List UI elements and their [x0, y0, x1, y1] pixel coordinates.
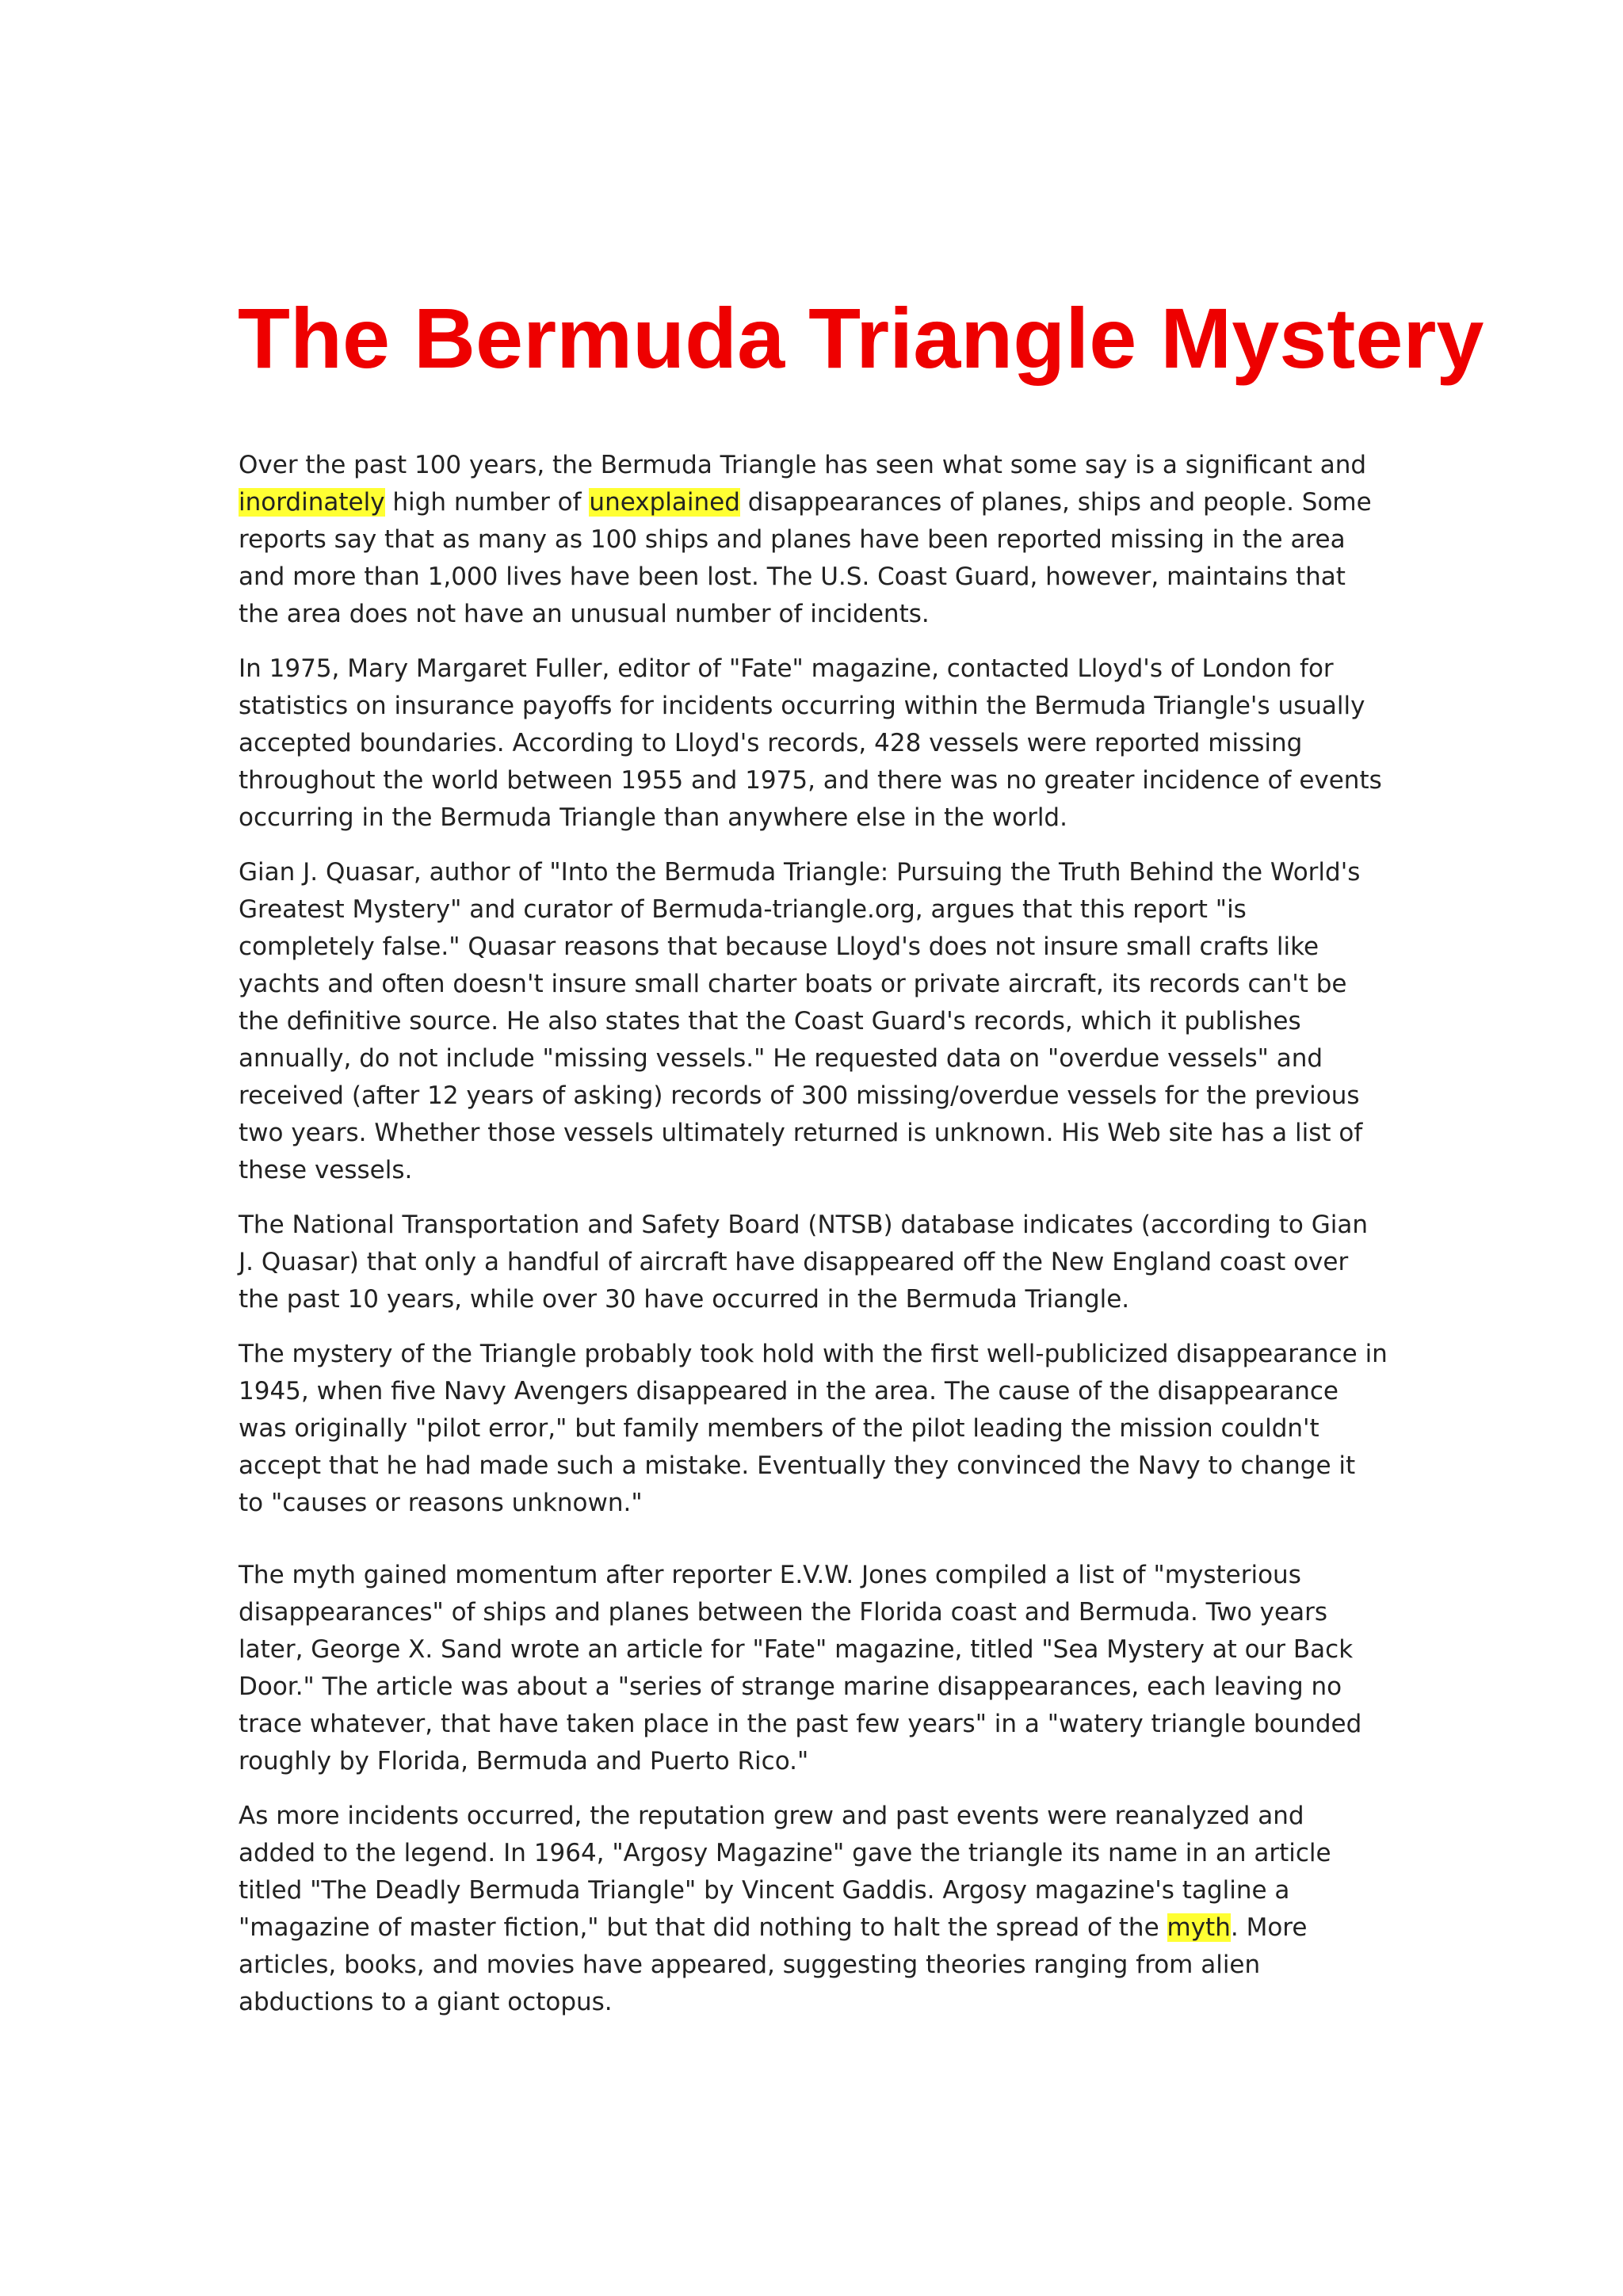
paragraph-3-text: Gian J. Quasar, author of "Into the Bermuda Triangle: Pursuing the Truth Behind the World's Greatest Mystery" and curator of Bermuda-triangle.org, argues that this report "is completely false." Quasar reasons that because Lloyd's does not insure small crafts like yachts and often doesn't insure small charter boats or private aircraft, its records can't be the definitive source. He also states that the Coast Guard's records, which it publishes annually, do not include "missing vessels." He requested data on "overdue vessels" and received (after 12 years of asking) records of 300 missing/overdue vessels for the previous two years. Whether those vessels ultimately returned is unknown. His Web site has a list of these vessels. [239, 858, 1363, 1184]
paragraph-5-text: The mystery of the Triangle probably took hold with the first well-publicized disappearance in 1945, when five Navy Avengers disappeared in the area. The cause of the disappearance was originally "pilot error," but family members of the pilot leading the mission couldn't accept that he had made such a mistake. Eventually they convinced the Navy to change it to "causes or reasons unknown." [239, 1340, 1388, 1517]
paragraph-3 [239, 854, 1388, 1189]
paragraph-2-text: In 1975, Mary Margaret Fuller, editor of "Fate" magazine, contacted Lloyd's of London for statistics on insurance payoffs for incidents occurring within the Bermuda Triangle's usually accepted boundaries. According to Lloyd's records, 428 vessels were reported missing throughout the world between 1955 and 1975, and there was no greater incidence of events occurring in the Bermuda Triangle than anywhere else in the world. [239, 654, 1382, 832]
paragraph-1-text: Over the past 100 years, the Bermuda Triangle has seen what some say is a significant and [239, 451, 1367, 479]
highlighted-word-unexplained: unexplained [589, 488, 740, 517]
paragraph-5 [239, 1336, 1388, 1522]
paragraph-7-text: . More articles, books, and movies have appeared, suggesting theories ranging from alien abductions to a giant octopus. [239, 1913, 1308, 2016]
paragraph-1-text: high number of [384, 488, 590, 517]
paragraph-1 [239, 447, 1388, 633]
paragraph-6 [239, 1557, 1388, 1780]
highlighted-word-inordinately: inordinately [239, 488, 385, 517]
paragraph-4 [239, 1207, 1388, 1318]
highlighted-word-myth: myth [1167, 1913, 1231, 1942]
paragraph-2 [239, 650, 1388, 837]
paragraph-1-text: disappearances of planes, ships and people. Some reports say that as many as 100 ships and planes have been reported missing in the area and more than 1,000 lives have been lost. The U.S. Coast Guard, however, maintains that the area does not have an unusual number of incidents. [239, 488, 1372, 628]
document-body [239, 447, 1388, 2039]
paragraph-4-text: The National Transportation and Safety Board (NTSB) database indicates (according to Gian J. Quasar) that only a handful of aircraft have disappeared off the New England coast over the past 10 years, while over 30 have occurred in the Bermuda Triangle. [239, 1211, 1368, 1314]
paragraph-7 [239, 1798, 1388, 2021]
paragraph-6-text: The myth gained momentum after reporter E.V.W. Jones compiled a list of "mysterious disappearances" of ships and planes between the Florida coast and Bermuda. Two years later, George X. Sand wrote an article for "Fate" magazine, titled "Sea Mystery at our Back Door." The article was about a "series of strange marine disappearances, each leaving no trace whatever, that have taken place in the past few years" in a "watery triangle bounded roughly by Florida, Bermuda and Puerto Rico." [239, 1561, 1362, 1775]
document-title: The Bermuda Triangle Mystery [238, 290, 1484, 386]
paragraph-7-text: As more incidents occurred, the reputation grew and past events were reanalyzed and added to the legend. In 1964, "Argosy Magazine" gave the triangle its name in an article titled "The Deadly Bermuda Triangle" by Vincent Gaddis. Argosy magazine's tagline a "magazine of master fiction," but that did nothing to halt the spread of the [239, 1802, 1331, 1942]
